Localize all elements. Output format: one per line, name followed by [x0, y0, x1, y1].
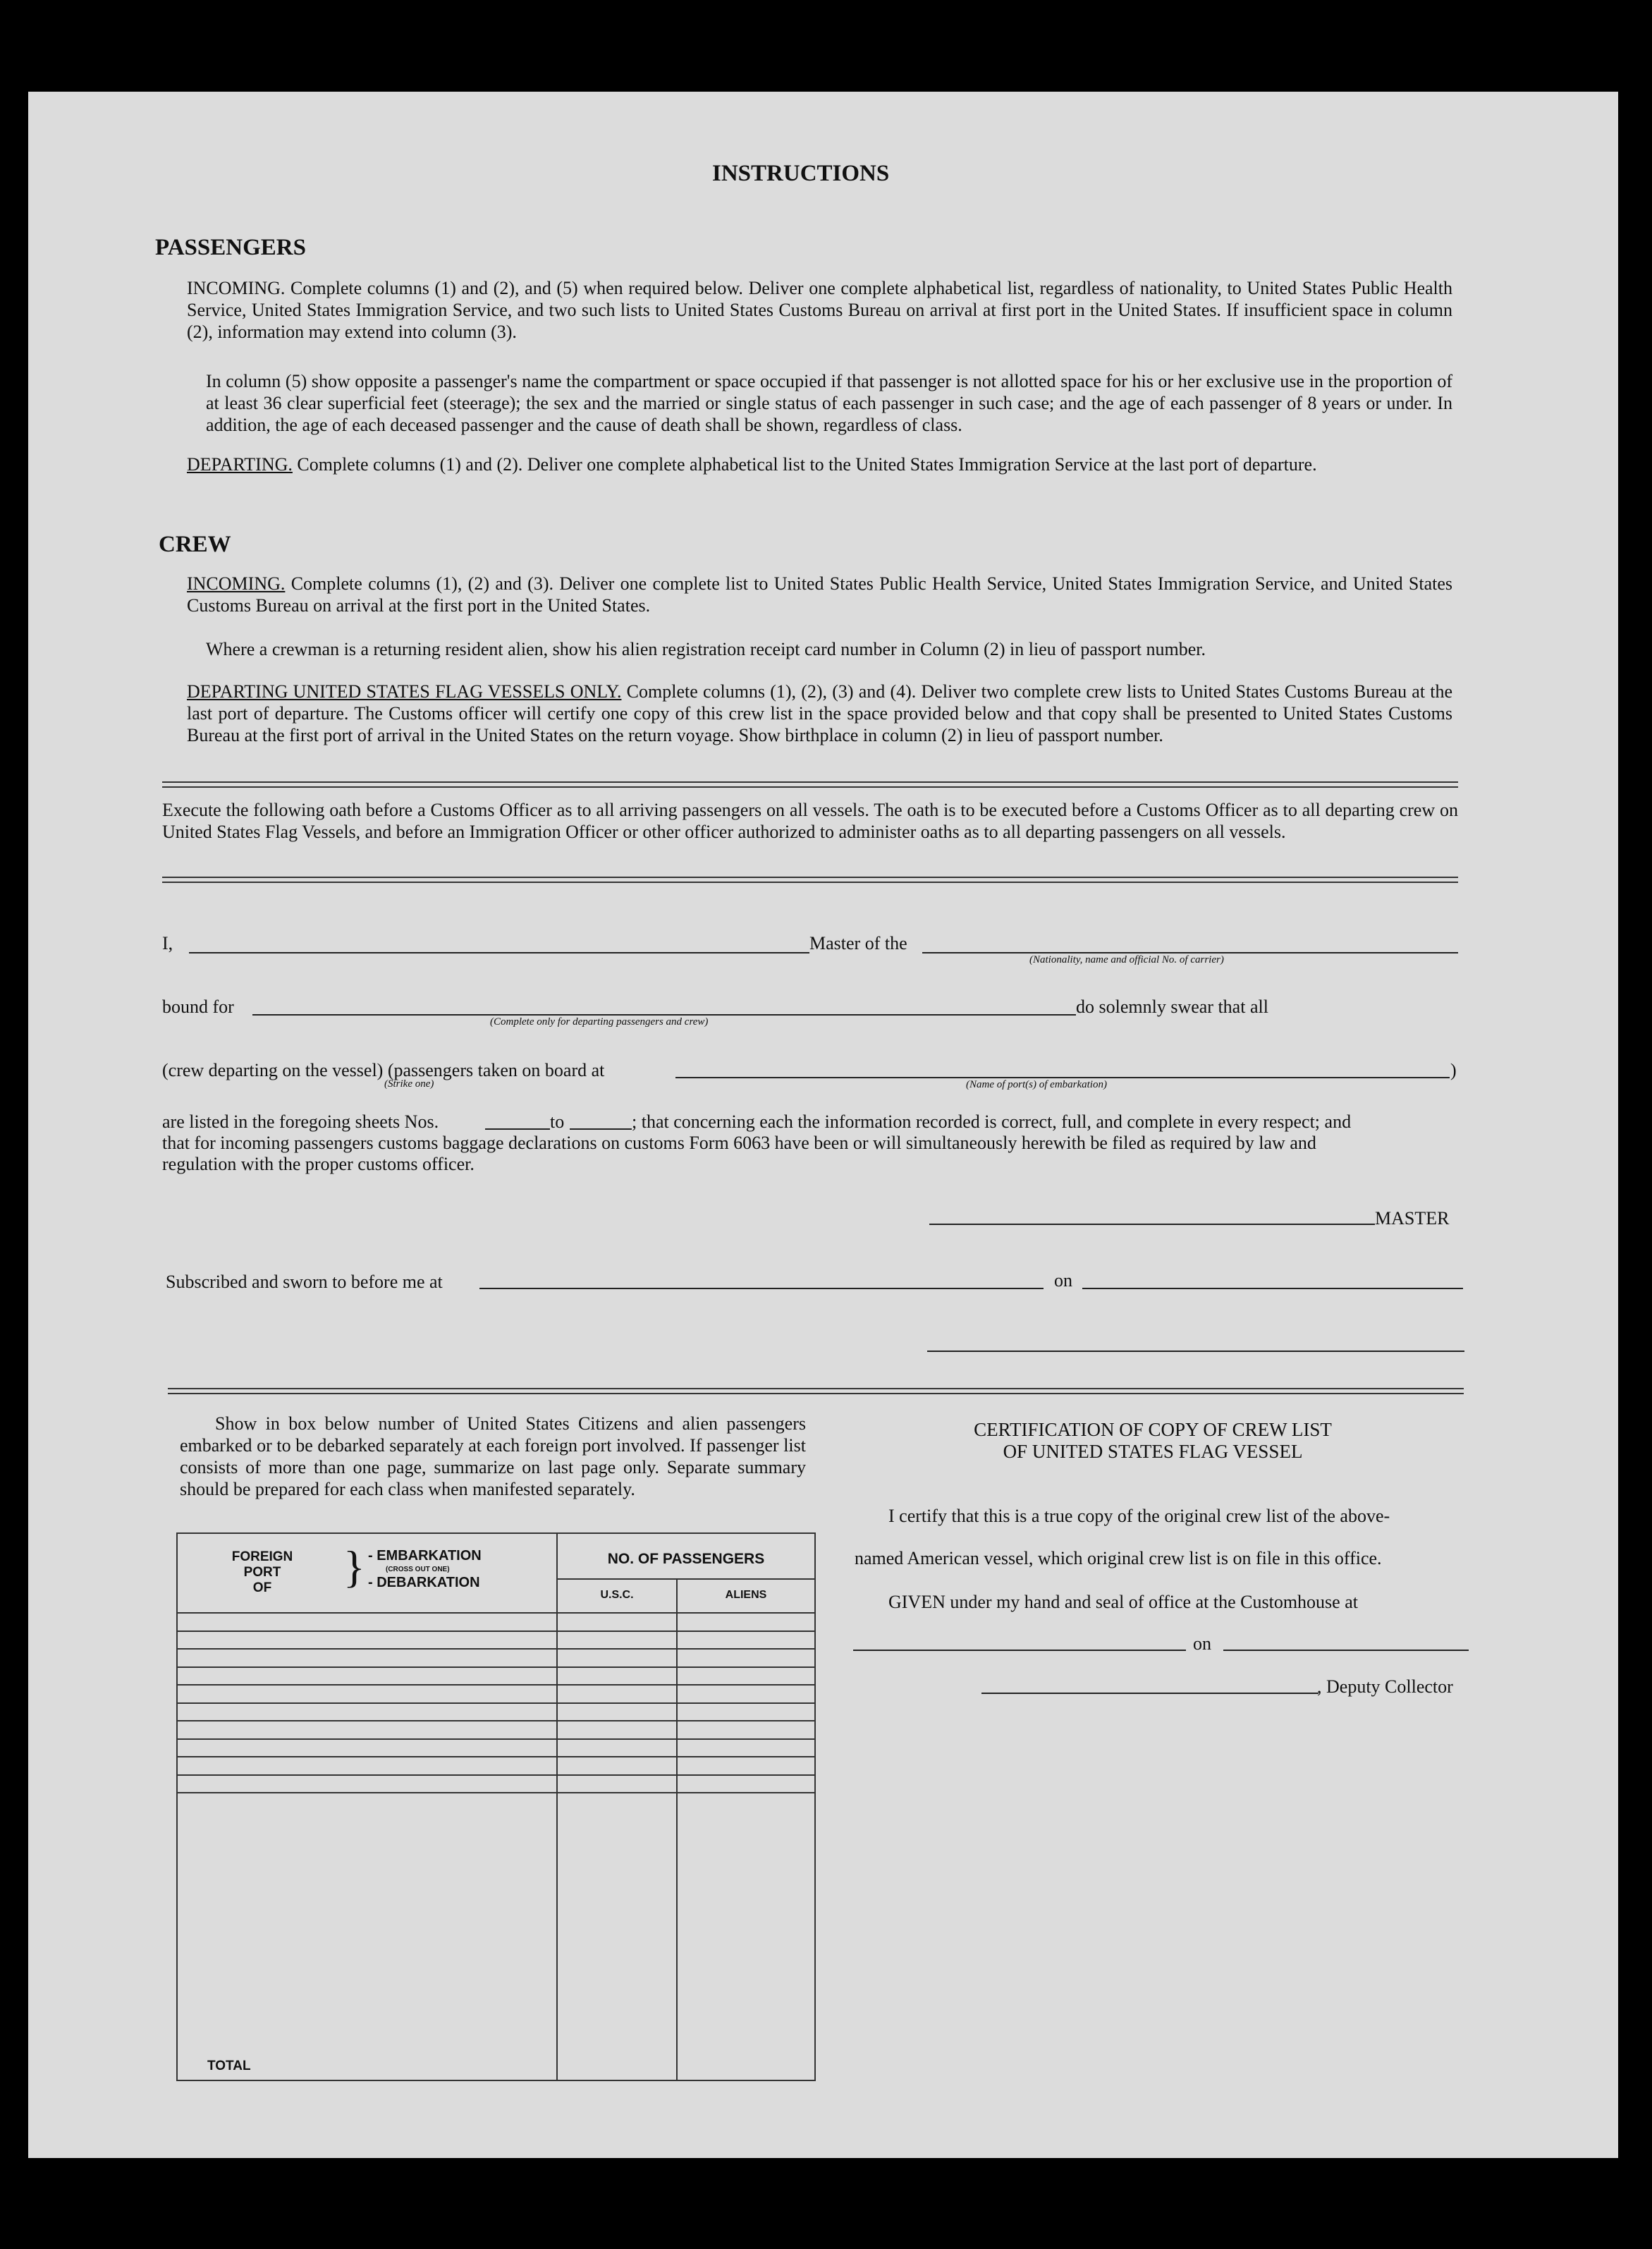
table-row[interactable]	[177, 1613, 815, 1631]
header-rule	[558, 1578, 814, 1580]
divider	[162, 781, 1458, 788]
table-row[interactable]	[177, 1667, 815, 1686]
summary-intro: Show in box below number of United States Citizens and alien passengers embarked or to be debarked separately at each foreign port involved. If passenger list consists of more than one page, summarize on last page only. Separate summary should be prepared for each class when manifested separately.	[180, 1413, 806, 1499]
sheet-from-field[interactable]	[485, 1128, 550, 1130]
usc-label: U.S.C.	[600, 1589, 634, 1601]
certification-title-1: CERTIFICATION OF COPY OF CREW LIST	[974, 1419, 1332, 1440]
table-row[interactable]	[177, 1775, 815, 1793]
passengers-column5-paragraph: In column (5) show opposite a passenger's name the compartment or space occupied if that passenger is not allotted space for his or her exclusive use in the proportion of at least 36 clear superficial feet (steerage); the sex and the married or single status of each passenger in such case; and the age of each passenger of 8 years or under. In addition, the age of each deceased passenger and the cause of death shall be shown, regardless of class.	[206, 371, 1452, 435]
nationality-note: (Nationality, name and official No. of carrier)	[1029, 954, 1224, 965]
carrier-field[interactable]	[922, 952, 1458, 953]
solemnly-swear-text: do solemnly swear that all	[1076, 996, 1268, 1017]
master-of-the-label: Master of the	[809, 933, 907, 953]
foreign-label: FOREIGN	[231, 1549, 293, 1564]
table-row[interactable]	[177, 1703, 815, 1721]
certification-title-2: OF UNITED STATES FLAG VESSEL	[1003, 1441, 1303, 1462]
listed-text-d: regulation with the proper customs officer.	[162, 1154, 475, 1174]
crew-departing-text: Complete columns (1), (2), (3) and (4). Deliver two complete crew lists to United States Customs Bureau at the last port of departure. The Customs officer will certify one copy of this crew list in the space provided below and that copy shall be presented to United States Customs Bureau at the first port of arrival in the United States on the return voyage. Show birthplace in column (2) in lieu of passport number.	[187, 681, 1453, 745]
certify-line-2: named American vessel, which original crew list is on file in this office.	[855, 1548, 1382, 1568]
oath-i: I,	[162, 933, 173, 953]
aliens-label: ALIENS	[725, 1589, 767, 1601]
passenger-summary-table	[176, 1532, 816, 2081]
oath-intro: Execute the following oath before a Customs Officer as to all arriving passengers on all vessels. The oath is to be executed before a Customs Officer as to all departing crew on United States Flag Vessels, and before an Immigration Officer or other officer authorized to administer oaths as to all departing passengers on all vessels.	[162, 800, 1458, 842]
crew-incoming-paragraph	[187, 573, 1452, 616]
table-row[interactable]	[177, 1631, 815, 1650]
passengers-departing-text: Complete columns (1) and (2). Deliver one complete alphabetical list to the United States Immigration Service at the last port of departure.	[297, 454, 1317, 475]
crew-departing-paragraph	[187, 681, 1452, 746]
customhouse-field[interactable]	[853, 1650, 1186, 1651]
certify-line-3: GIVEN under my hand and seal of office at the Customhouse at	[888, 1592, 1358, 1612]
listed-text-a: are listed in the foregoing sheets Nos.	[162, 1111, 439, 1132]
divider	[162, 877, 1458, 883]
cross-out-one-label: (CROSS OUT ONE)	[386, 1566, 450, 1573]
crew-heading: CREW	[159, 532, 231, 557]
passengers-incoming-label: INCOMING.	[187, 278, 286, 298]
certify-on-label: on	[1193, 1633, 1211, 1654]
port-label: PORT	[243, 1565, 281, 1580]
subscribed-label: Subscribed and sworn to before me at	[166, 1272, 443, 1292]
listed-text-b: ; that concerning each the information recorded is correct, full, and complete in every respect; and	[632, 1111, 1352, 1132]
master-signature-field[interactable]	[929, 1224, 1375, 1225]
listed-to-label: to	[550, 1111, 565, 1132]
crew-departing-label: DEPARTING UNITED STATES FLAG VESSELS ONLY.	[187, 681, 622, 702]
deputy-collector-signature-field[interactable]	[981, 1693, 1318, 1694]
passengers-incoming-text: Complete columns (1) and (2), and (5) when required below. Deliver one complete alphabetical list, regardless of nationality, to United States Public Health Service, United States Immigration Service, and two such lists to United States Customs Bureau on arrival at first port in the United States. If insufficient space in column (2), information may extend into column (3).	[187, 278, 1452, 342]
certification-title	[836, 1419, 1470, 1463]
table-row[interactable]	[177, 1721, 815, 1739]
listed-text-c: that for incoming passengers customs baggage declarations on customs Form 6063 have been or will simultaneously herewith be filed as required by law and	[162, 1133, 1316, 1153]
table-row[interactable]	[177, 1757, 815, 1775]
no-of-passengers-label: NO. OF PASSENGERS	[607, 1551, 765, 1567]
of-label: OF	[252, 1580, 272, 1595]
port-header-cell	[177, 1533, 557, 1613]
sheet-to-field[interactable]	[570, 1128, 632, 1130]
bound-for-field[interactable]	[252, 1014, 1076, 1016]
table-row[interactable]	[177, 1685, 815, 1703]
total-label: TOTAL	[177, 1793, 557, 2080]
table-row[interactable]	[177, 1739, 815, 1757]
crew-resident-paragraph: Where a crewman is a returning resident alien, show his alien registration receipt card number in Column (2) in lieu of passport number.	[206, 639, 1206, 659]
passengers-heading: PASSENGERS	[155, 235, 306, 260]
ports-note: (Name of port(s) of embarkation)	[966, 1079, 1107, 1090]
master-label: MASTER	[1375, 1208, 1450, 1229]
passengers-header-cell	[557, 1533, 815, 1613]
debarkation-label: - DEBARKATION	[368, 1575, 480, 1590]
page-title: INSTRUCTIONS	[712, 161, 890, 186]
crew-incoming-text: Complete columns (1), (2) and (3). Deliver one complete list to United States Public Health Service, United States Immigration Service, and United States Customs Bureau on arrival at the first port in the United States.	[187, 573, 1453, 616]
sworn-place-field[interactable]	[479, 1288, 1044, 1289]
complete-only-note: (Complete only for departing passengers and crew)	[490, 1016, 709, 1028]
brace-icon: }	[343, 1542, 365, 1592]
passengers-departing-paragraph	[187, 453, 1452, 475]
close-paren: )	[1450, 1060, 1457, 1080]
certify-line-1: I certify that this is a true copy of the original crew list of the above-	[888, 1506, 1390, 1526]
divider	[168, 1388, 1464, 1394]
crew-incoming-label: INCOMING.	[187, 573, 286, 594]
certify-date-field[interactable]	[1223, 1650, 1469, 1651]
master-name-field[interactable]	[189, 952, 809, 953]
bound-for-label: bound for	[162, 996, 234, 1017]
sworn-on-label: on	[1054, 1270, 1072, 1291]
strike-one-note: (Strike one)	[384, 1078, 434, 1090]
crew-passengers-text: (crew departing on the vessel) (passengers taken on board at	[162, 1060, 605, 1080]
deputy-collector-label: , Deputy Collector	[1317, 1676, 1453, 1697]
ports-of-embarkation-field[interactable]	[675, 1077, 1450, 1078]
sworn-date-field[interactable]	[1082, 1288, 1463, 1289]
table-row[interactable]	[177, 1649, 815, 1667]
officer-signature-field[interactable]	[927, 1351, 1464, 1352]
total-row[interactable]	[177, 1793, 815, 2080]
passengers-incoming-paragraph	[187, 277, 1452, 343]
foreign-port-of-label	[231, 1549, 294, 1596]
embarkation-label: - EMBARKATION	[368, 1548, 482, 1564]
passengers-departing-label: DEPARTING.	[187, 454, 293, 475]
